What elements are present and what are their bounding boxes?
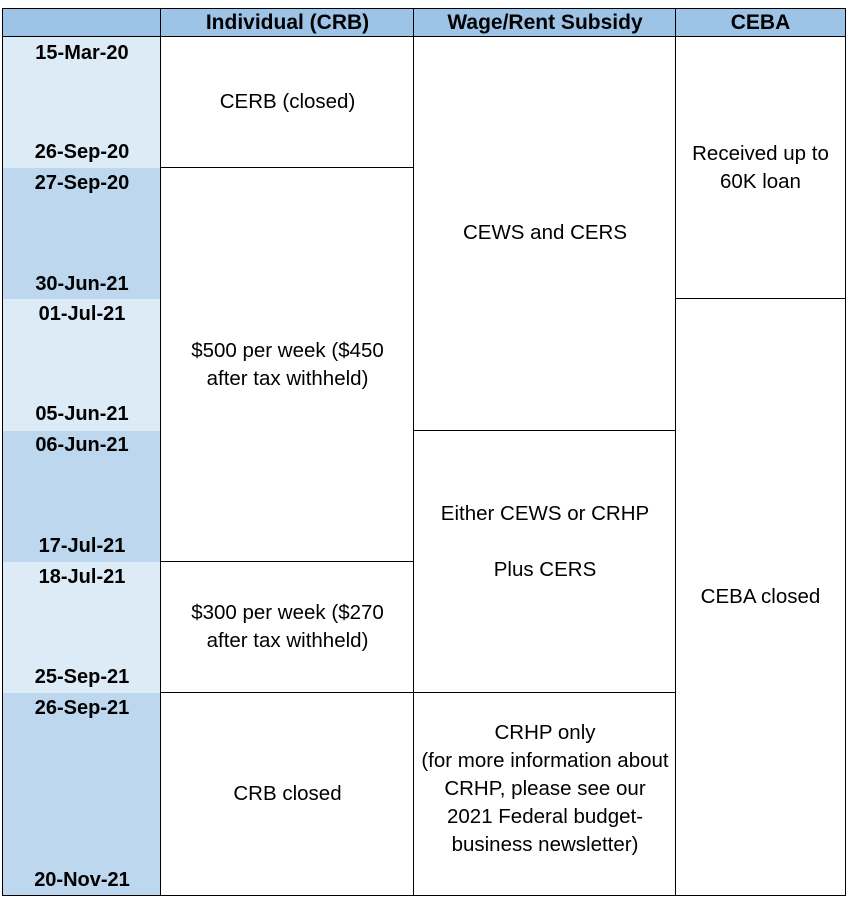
period-start: 15-Mar-20 [35,42,129,64]
header-wage-subsidy [413,8,677,37]
period-end: 17-Jul-21 [38,535,126,557]
period-start: 18-Jul-21 [38,566,126,588]
ceba-closed-cell [675,298,846,896]
individual-crb-closed-cell [160,692,415,896]
individual-300-cell [160,561,415,694]
period-start: 26-Sep-21 [34,697,130,719]
ceba-closed-text: CEBA closed [700,585,821,608]
individual-500-cell [160,167,415,563]
period-row-3 [2,299,162,431]
period-start: 06-Jun-21 [35,434,129,456]
period-end: 05-Jun-21 [35,403,129,425]
period-row-2 [2,168,162,299]
ceba-loan-text: Received up to 60K loan [692,142,829,193]
wage-either-line1: Either CEWS or CRHP [440,502,650,525]
period-start: 01-Jul-21 [38,303,126,325]
wage-either-cell [413,430,677,694]
period-end: 20-Nov-21 [34,869,130,891]
period-end: 25-Sep-21 [34,666,130,688]
individual-300-text: $300 per week ($270 after tax withheld) [191,600,384,652]
ceba-loan-cell [675,36,846,300]
wage-crhp-line2: (for more information about CRHP, please see our 2021 Federal budget-business newsletter) [421,749,669,856]
header-ceba-label: CEBA [730,10,791,34]
header-individual-label: Individual (CRB) [205,10,370,34]
header-date [2,8,162,37]
period-row-1 [2,37,162,168]
wage-crhp-line1: CRHP only [494,721,596,744]
individual-crb-closed-text: CRB closed [233,782,342,805]
wage-cews-cers-text: CEWS and CERS [462,221,628,244]
period-row-4 [2,431,162,562]
period-end: 26-Sep-20 [34,141,130,163]
individual-500-text: $500 per week ($450 after tax withheld) [191,339,384,390]
individual-cerb-text: CERB (closed) [219,89,356,113]
header-ceba [675,8,846,37]
period-row-5 [2,562,162,693]
period-start: 27-Sep-20 [34,172,130,194]
period-end: 30-Jun-21 [35,273,129,295]
wage-cews-cers-cell [413,36,677,432]
wage-either-line2: Plus CERS [493,558,597,581]
period-row-6 [2,693,162,896]
wage-crhp-only-cell [413,692,677,896]
individual-cerb-cell [160,36,415,169]
header-wage-label: Wage/Rent Subsidy [447,10,643,34]
header-individual [160,8,415,37]
